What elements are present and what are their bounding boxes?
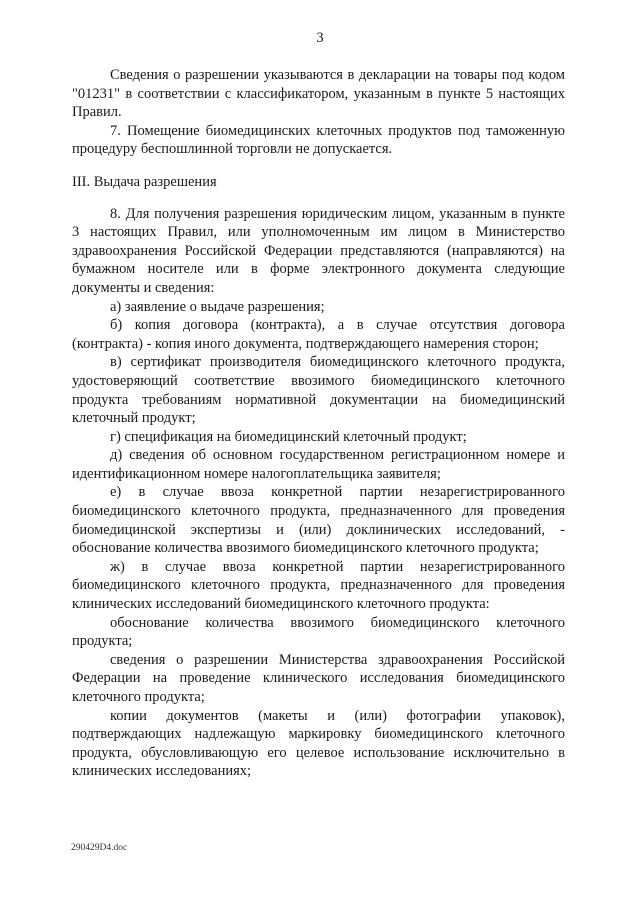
list-item-b: б) копия договора (контракта), а в случае отсутствия договора (контракта) - копия иного документа, подтверждающего намерения сторон; bbox=[72, 317, 565, 352]
list-item-e: е) в случае ввоза конкретной партии незарегистрированного биомедицинского клеточного продукта, предназначенного для проведения биомедицинской экспертизы и (или) доклинических исследований, - обоснование количества ввозимого биомедицинского клеточного продукта; bbox=[72, 484, 565, 557]
list-item-g: г) спецификация на биомедицинский клеточный продукт; bbox=[110, 428, 467, 445]
section-title: III. Выдача разрешения bbox=[72, 173, 217, 190]
sub-item-document-copies: копии документов (макеты и (или) фотографии упаковок), подтверждающих надлежащую маркировку биомедицинского клеточного продукта, обусловливающую его целевое использование исключительно в клинических исследованиях; bbox=[72, 707, 565, 780]
paragraph-declaration-info: Сведения о разрешении указываются в декларации на товары под кодом "01231" в соответствии с классификатором, указанным в пункте 5 настоящих Правил. bbox=[72, 67, 565, 121]
page-number: 3 bbox=[316, 30, 324, 46]
list-item-a: а) заявление о выдаче разрешения; bbox=[110, 298, 325, 315]
sub-item-permission-info: сведения о разрешении Министерства здравоохранения Российской Федерации на проведение клинического исследования биомедицинского клеточного продукта; bbox=[72, 651, 565, 705]
paragraph-item-8: 8. Для получения разрешения юридическим лицом, указанным в пункте 3 настоящих Правил, или уполномоченным им лицом в Министерство здравоохранения Российской Федерации представляются (направляются) на бумажном носителе или в форме электронного документа следующие документы и сведения: bbox=[72, 205, 565, 296]
sub-item-justification: обоснование количества ввозимого биомедицинского клеточного продукта; bbox=[72, 614, 565, 650]
list-item-zh: ж) в случае ввоза конкретной партии незарегистрированного биомедицинского клеточного продукта, предназначенного для проведения клинических исследований биомедицинского клеточного продукта: bbox=[72, 558, 565, 613]
list-item-d: д) сведения об основном государственном регистрационном номере и идентификационном номере налогоплательщика заявителя; bbox=[72, 447, 565, 482]
footer-file-code: 290429D4.doc bbox=[71, 843, 128, 853]
paragraph-item-7: 7. Помещение биомедицинских клеточных продуктов под таможенную процедуру беспошлинной торговли не допускается. bbox=[72, 122, 565, 158]
list-item-v: в) сертификат производителя биомедицинского клеточного продукта, удостоверяющий соответствие ввозимого биомедицинского клеточного продукта требованиям нормативной документации на биомедицинский клеточный продукт; bbox=[72, 354, 565, 427]
document-body bbox=[72, 66, 565, 781]
